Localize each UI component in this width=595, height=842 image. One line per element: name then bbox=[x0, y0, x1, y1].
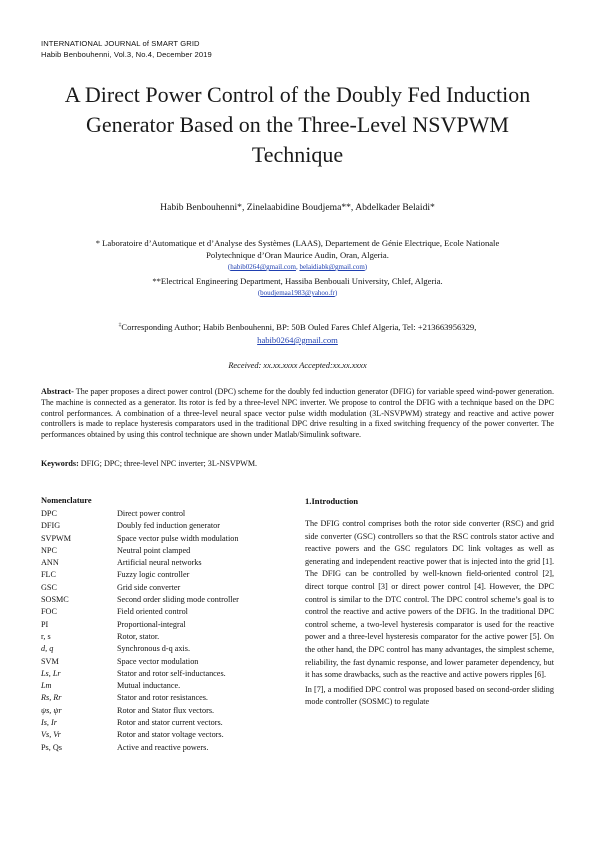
abstract-label: Abstract- bbox=[41, 387, 74, 396]
authors: Habib Benbouhenni*, Zinelaabidine Boudjema**, Abdelkader Belaidi* bbox=[160, 202, 435, 213]
nomenclature-symbol: PI bbox=[41, 619, 49, 629]
introduction-text bbox=[305, 518, 554, 711]
email-link[interactable]: boudjemaa1983@yahoo.fr bbox=[260, 289, 335, 297]
nomenclature-definition: Space vector modulation bbox=[117, 656, 199, 666]
paper-title bbox=[30, 80, 565, 170]
nomenclature-symbol: FLC bbox=[41, 570, 57, 580]
nomenclature-definition: Artificial neural networks bbox=[117, 558, 202, 568]
nomenclature-definition: Rotor, stator. bbox=[117, 631, 160, 641]
nomenclature-row bbox=[41, 508, 291, 520]
nomenclature-symbol: DPC bbox=[41, 509, 57, 518]
nomenclature-symbol: Lm bbox=[41, 681, 52, 691]
affiliation-2 bbox=[40, 275, 555, 299]
nomenclature-row bbox=[41, 742, 291, 754]
paragraph: In [7], a modified DPC control was proposed based on second-order sliding mode controller (SOSMC) to regulate bbox=[305, 684, 554, 707]
nomenclature-symbol: Rs, Rr bbox=[41, 693, 62, 703]
nomenclature-symbol: d, q bbox=[41, 644, 54, 654]
nomenclature-definition: Rotor and Stator flux vectors. bbox=[117, 705, 215, 715]
nomenclature-row bbox=[41, 692, 291, 704]
nomenclature-definition: Space vector pulse width modulation bbox=[117, 533, 239, 543]
nomenclature-row bbox=[41, 619, 291, 631]
nomenclature-definition: Field oriented control bbox=[117, 607, 188, 617]
affiliation-1 bbox=[40, 237, 555, 273]
nomenclature-row bbox=[41, 643, 291, 655]
nomenclature-definition: Grid side converter bbox=[117, 582, 181, 592]
affiliation-2-email: (boudjemaa1983@yahoo.fr) bbox=[257, 289, 338, 297]
corresponding-email-link[interactable]: habib0264@gmail.com bbox=[257, 335, 338, 345]
nomenclature-definition: Proportional-integral bbox=[117, 619, 186, 629]
nomenclature-symbol: Ls, Lr bbox=[41, 668, 61, 678]
corresponding-text: Corresponding Author; Habib Benbouhenni, BP: 50B Ouled Fares Chlef Algeria, Tel: +213663956329, bbox=[121, 322, 477, 332]
nomenclature-title: Nomenclature bbox=[41, 496, 92, 505]
title-line: Generator Based on the Three-Level NSVPWM bbox=[86, 112, 509, 137]
nomenclature-definition: Stator and rotor resistances. bbox=[117, 693, 208, 703]
email-link[interactable]: belaidiabk@gmail.com bbox=[299, 263, 365, 271]
nomenclature-row bbox=[41, 545, 291, 557]
title-line: A Direct Power Control of the Doubly Fed Induction bbox=[64, 82, 531, 107]
nomenclature-list bbox=[41, 508, 291, 754]
affiliation-1-line2: Polytechnique d’Oran Maurice Audin, Oran, Algeria. bbox=[206, 250, 389, 260]
nomenclature-symbol: SVPWM bbox=[41, 533, 72, 543]
nomenclature-symbol: SOSMC bbox=[41, 595, 69, 605]
nomenclature-symbol: NPC bbox=[41, 545, 57, 555]
section-title-introduction: 1.Introduction bbox=[305, 496, 359, 506]
journal-header bbox=[41, 38, 212, 60]
nomenclature-definition: Stator and rotor self-inductances. bbox=[117, 668, 226, 678]
nomenclature-row bbox=[41, 582, 291, 594]
nomenclature-row bbox=[41, 569, 291, 581]
nomenclature-symbol: GSC bbox=[41, 582, 57, 592]
nomenclature-definition: Rotor and stator voltage vectors. bbox=[117, 730, 224, 740]
nomenclature-definition: Direct power control bbox=[117, 509, 186, 518]
keywords bbox=[41, 458, 257, 469]
nomenclature-symbol: SVM bbox=[41, 656, 59, 666]
nomenclature-symbol: ANN bbox=[41, 558, 59, 568]
nomenclature-row bbox=[41, 631, 291, 643]
nomenclature-symbol: Vs, Vr bbox=[41, 730, 61, 740]
keywords-text: DFIG; DPC; three-level NPC inverter; 3L-NSVPWM. bbox=[78, 459, 258, 468]
keywords-label: Keywords: bbox=[41, 459, 79, 468]
paragraph: The DFIG control comprises both the rotor side converter (RSC) and grid side converter (GSC) controllers so that the RSC controls stator active and reactive powers and the GSC regulators DC link voltages as well as generating and independent reactive power that is injected into the grid [1]. The DFIG can be controlled by well-known field-oriented control [2], direct torque control [3] or direct power control [4]. However, the DPC control is similar to the DTC control. The DPC control scheme’s goal is to control the reactive and active powers of the DFIG. In the traditional DPC control scheme, a two-level hysteresis comparator is used for the reactive power and a three-level hysteresis comparator for the active power [5]. On the other hand, the DPC control has many advantages, the simplest scheme, reliability, the fast dynamic response, and lower parameter dependency, but it has some drawbacks, such as the reactive and active powers ripples [6]. bbox=[305, 519, 554, 680]
nomenclature-symbol: ψs, ψr bbox=[41, 705, 62, 715]
footnote-marker: ‡ bbox=[118, 322, 122, 329]
nomenclature-row bbox=[41, 680, 291, 692]
nomenclature-row bbox=[41, 656, 291, 668]
nomenclature-definition: Active and reactive powers. bbox=[117, 742, 209, 752]
nomenclature-definition: Second order sliding mode controller bbox=[117, 595, 239, 605]
nomenclature-row bbox=[41, 606, 291, 618]
affiliation-1-emails: (habib0264@gmail.com, belaidiabk@gmail.com) bbox=[227, 263, 368, 271]
abstract-text: The paper proposes a direct power control (DPC) scheme for the doubly fed induction generator (DFIG) for variable speed wind-power generation. The machine is connected as a generator. Its rotor is fed by a three-level NPC inverter. We propose to control the DFIG with a technique based on the DPC control performances. A combination of a three-level neural space vector pulse width modulation (3L-NSVPWM) strategy and reactive and active power controllers is made to replace hysteresis comparators used in the traditional DPC drive resulting in a fixed switching frequency of the power converter. The performances obtained by using this control technique are shown under Matlab/Simulink software. bbox=[41, 387, 554, 440]
nomenclature-row bbox=[41, 729, 291, 741]
nomenclature-definition: Rotor and stator current vectors. bbox=[117, 718, 223, 728]
nomenclature-row bbox=[41, 594, 291, 606]
nomenclature-symbol: Ps, Qs bbox=[41, 742, 62, 752]
title-line: Technique bbox=[251, 142, 344, 167]
email-link[interactable]: habib0264@gmail.com bbox=[230, 263, 296, 271]
nomenclature-row bbox=[41, 668, 291, 680]
nomenclature-row bbox=[41, 717, 291, 729]
nomenclature-row bbox=[41, 533, 291, 545]
affiliation-1-line1: * Laboratoire d’Automatique et d’Analyse des Systèmes (LAAS), Departement de Génie Electrique, Ecole Nationale bbox=[95, 238, 500, 248]
nomenclature-symbol: DFIG bbox=[41, 521, 61, 531]
nomenclature-symbol: Is, Ir bbox=[41, 718, 57, 728]
nomenclature-definition: Doubly fed induction generator bbox=[117, 521, 220, 531]
abstract bbox=[41, 387, 554, 441]
corresponding-author bbox=[40, 321, 555, 347]
nomenclature-definition: Fuzzy logic controller bbox=[117, 570, 190, 580]
nomenclature-definition: Synchronous d-q axis. bbox=[117, 644, 190, 654]
journal-name: INTERNATIONAL JOURNAL of SMART GRID bbox=[41, 39, 200, 48]
nomenclature-definition: Neutral point clamped bbox=[117, 545, 191, 555]
affiliation-2-line1: **Electrical Engineering Department, Hassiba Benbouali University, Chlef, Algeria. bbox=[152, 276, 443, 286]
nomenclature-definition: Mutual inductance. bbox=[117, 681, 181, 691]
nomenclature-symbol: r, s bbox=[41, 631, 51, 641]
nomenclature-row bbox=[41, 557, 291, 569]
nomenclature-symbol: FOC bbox=[41, 607, 57, 617]
journal-issue: Habib Benbouhenni, Vol.3, No.4, December 2019 bbox=[41, 50, 212, 59]
received-accepted: Received: xx.xx.xxxx Accepted:xx.xx.xxxx bbox=[228, 361, 367, 370]
nomenclature-row bbox=[41, 705, 291, 717]
nomenclature-row bbox=[41, 520, 291, 532]
